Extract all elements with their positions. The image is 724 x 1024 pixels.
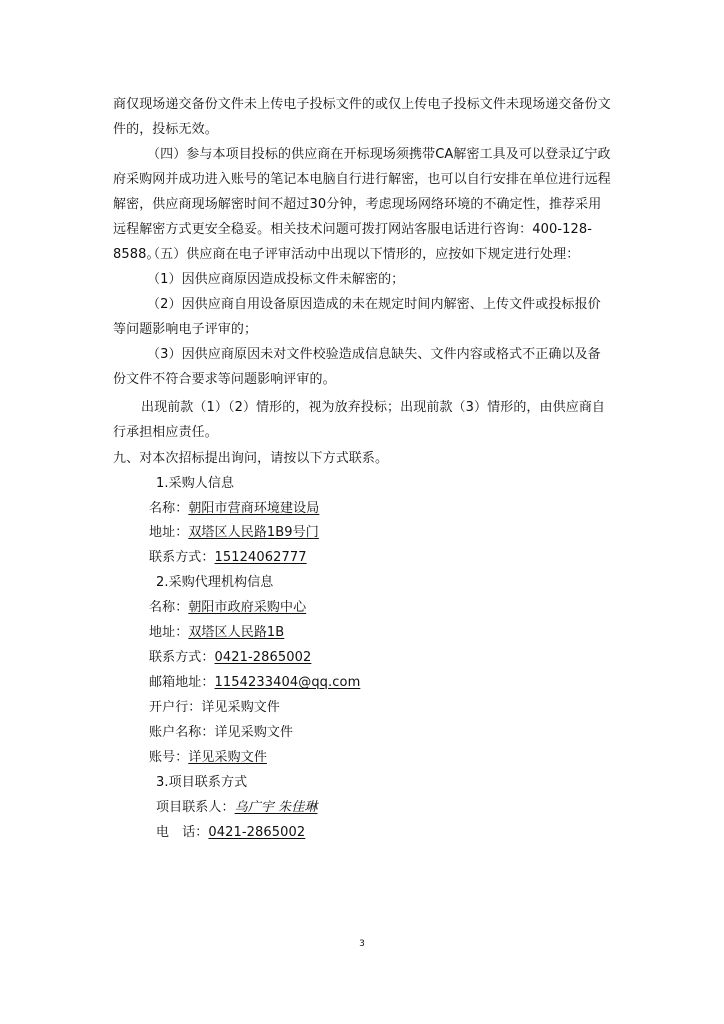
paragraph-decryption: （四）参与本项目投标的供应商在开标现场须携带CA解密工具及可以登录辽宁政府采购网并成功进入账号的笔记本电脑自行进行解密，也可以自行安排在单位进行远程解密，供应商现场解密时间不超过30分钟，考虑现场网络环境的不确定性，推荐采用远程解密方式更安全稳妥。相关技术问题可拨打网站客服电话进行咨询：400-128-8588。 — [113, 147, 611, 262]
agency-phone-label: 联系方式： — [149, 650, 215, 665]
project-phone-row — [156, 820, 305, 845]
paragraph-item-2: （2）因供应商自用设备原因造成的未在规定时间内解密、上传文件或投标报价等问题影响电子评审的； — [113, 297, 601, 337]
agency-account-label: 账号： — [149, 750, 189, 765]
page-number: 3 — [359, 939, 365, 949]
purchaser-heading: 1.采购人信息 — [156, 476, 235, 491]
project-contact-label: 项目联系人： — [156, 800, 235, 815]
paragraph-electronic-review: （五）供应商在电子评审活动中出现以下情形的，应按如下规定进行处理： — [147, 247, 580, 262]
agency-account-name-label: 账户名称： — [149, 725, 215, 740]
project-heading: 3.项目联系方式 — [156, 775, 248, 790]
agency-account-name-value: 详见采购文件 — [214, 725, 294, 740]
purchaser-name-value: 朝阳市营商环境建设局 — [188, 501, 320, 516]
agency-bank-label: 开户行： — [149, 700, 202, 715]
purchaser-phone-label: 联系方式： — [149, 550, 215, 565]
purchaser-name-label: 名称： — [149, 501, 189, 516]
paragraph-consequences: 出现前款（1）（2）情形的，视为放弃投标；出现前款（3）情形的，由供应商自行承担相应责任。 — [113, 400, 606, 440]
paragraph-backup-files: 商仅现场递交备份文件未上传电子投标文件的或仅上传电子投标文件未现场递交备份文件的，投标无效。 — [113, 97, 611, 137]
agency-account-name-row — [149, 720, 293, 745]
purchaser-address-label: 地址： — [149, 525, 189, 540]
project-contact-row — [156, 795, 317, 820]
agency-email-row — [149, 670, 360, 695]
agency-account-row — [149, 745, 267, 770]
agency-heading: 2.采购代理机构信息 — [156, 575, 274, 590]
section-nine-heading: 九、对本次招标提出询问，请按以下方式联系。 — [113, 451, 389, 466]
project-phone-value: 0421-2865002 — [208, 825, 306, 840]
paragraph-item-1: （1）因供应商原因造成投标文件未解密的； — [147, 272, 405, 287]
paragraph-item-3: （3）因供应商原因未对文件校验造成信息缺失、文件内容或格式不正确以及备份文件不符合要求等问题影响评审的。 — [113, 347, 601, 387]
project-contact-value: 乌广宇 朱佳琳 — [234, 800, 318, 815]
purchaser-address-value: 双塔区人民路1B9号门 — [188, 525, 319, 540]
purchaser-name-row — [149, 496, 319, 521]
agency-email-value: 1154233404@qq.com — [214, 675, 361, 690]
purchaser-phone-row — [149, 545, 307, 570]
purchaser-address-row — [149, 520, 319, 545]
agency-name-row — [149, 595, 306, 620]
agency-email-label: 邮箱地址： — [149, 675, 215, 690]
agency-phone-row — [149, 645, 311, 670]
agency-bank-row — [149, 695, 280, 720]
purchaser-phone-value: 15124062777 — [214, 550, 307, 565]
agency-name-value: 朝阳市政府采购中心 — [188, 600, 307, 615]
agency-address-row — [149, 620, 284, 645]
project-phone-label: 电 话： — [156, 825, 209, 840]
agency-address-label: 地址： — [149, 625, 189, 640]
agency-account-value: 详见采购文件 — [188, 750, 267, 765]
agency-phone-value: 0421-2865002 — [214, 650, 312, 665]
agency-bank-value: 详见采购文件 — [201, 700, 281, 715]
agency-name-label: 名称： — [149, 600, 189, 615]
agency-address-value: 双塔区人民路1B — [188, 625, 285, 640]
